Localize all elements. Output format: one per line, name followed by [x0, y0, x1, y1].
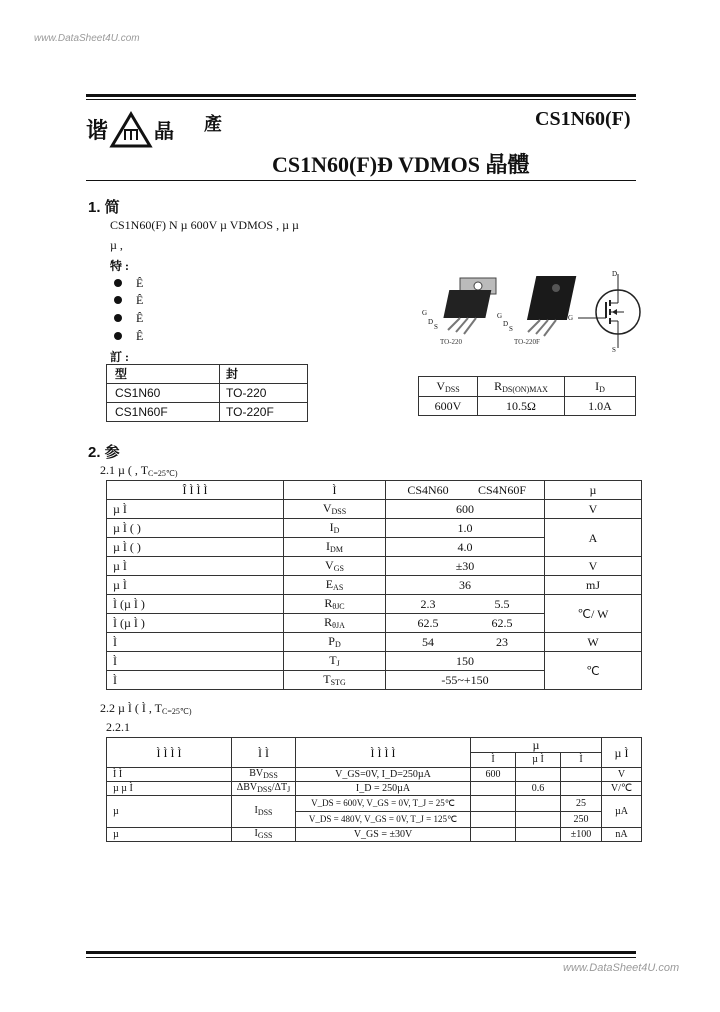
elec-symbol-tail: /ΔT — [271, 782, 288, 793]
rating-value: -55~+150 — [386, 671, 545, 690]
watermark-top: www.DataSheet4U.com — [34, 33, 140, 44]
pin-label-d: D — [612, 270, 618, 278]
doc-label: 產 — [204, 114, 222, 134]
order-header-package: 封 — [220, 365, 308, 384]
elec-header-condition: Ì Ì Ì Ì — [296, 738, 471, 768]
rating-symbol — [284, 557, 386, 576]
ratings-header: Î Ì Ì Ì — [107, 481, 284, 500]
rating-symbol-main: I — [329, 520, 334, 534]
rating-value: 4.0 — [386, 538, 545, 557]
order-cell: CS1N60F — [107, 403, 220, 422]
elec-symbol-sub: DSS — [263, 771, 278, 780]
sub21-heading-text: 2.1 µ ( , T — [100, 463, 149, 477]
section2-heading: 2. 参 — [88, 444, 120, 461]
elec-header-value: µ — [471, 738, 602, 753]
sub22-heading-text: 2.2 µ Ì ( Ì , T — [100, 701, 163, 715]
rating-value-pair — [386, 633, 545, 652]
sub21-heading — [100, 463, 178, 478]
feature-item: Ê — [136, 276, 144, 290]
elec-unit: nA — [602, 828, 642, 842]
company-logo — [86, 108, 176, 150]
pin-label-g: G — [568, 314, 574, 322]
rating-unit: V — [545, 500, 642, 519]
package-label-to220f: TO-220F — [514, 338, 540, 346]
section1-heading: 1. 简 — [88, 199, 120, 216]
header-rule-thick — [86, 94, 636, 97]
title-rule — [86, 180, 636, 181]
rating-param: Ì — [107, 633, 284, 652]
elec-symbol-tail-sub: J — [287, 785, 291, 794]
rating-unit: W — [545, 633, 642, 652]
watermark-bottom: www.DataSheet4U.com — [563, 962, 680, 974]
logo-mark-icon — [86, 108, 176, 150]
rating-symbol-main: R — [324, 596, 333, 610]
elec-unit: V — [602, 768, 642, 782]
rating-param: µ Ì — [107, 576, 284, 595]
elec-header-typ: µ Ì — [516, 753, 561, 768]
rating-symbol-main: P — [328, 634, 335, 648]
rating-symbol — [284, 538, 386, 557]
rating-param: Ì — [107, 671, 284, 690]
elec-symbol-main: ΔBV — [236, 782, 258, 793]
elec-symbol — [232, 782, 296, 796]
elec-condition: I_D = 250µA — [296, 782, 471, 796]
summary-value: 600V — [419, 397, 478, 416]
order-header-type: 型 — [107, 365, 220, 384]
rating-symbol-sub: GS — [333, 564, 344, 573]
rating-unit: ℃/ W — [545, 595, 642, 633]
rating-symbol-main: I — [326, 539, 331, 553]
ratings-header — [386, 481, 545, 500]
ratings-header: µ — [545, 481, 642, 500]
order-cell: CS1N60 — [107, 384, 220, 403]
feature-item: Ê — [136, 293, 144, 307]
summary-value: 1.0A — [565, 397, 636, 416]
elec-min — [471, 812, 516, 828]
rating-value: 36 — [386, 576, 545, 595]
elec-param: µ — [107, 828, 232, 842]
rating-symbol — [284, 595, 386, 614]
rating-value: ±30 — [386, 557, 545, 576]
header-part-number: CS1N60(F) — [535, 108, 631, 130]
rating-param: µ Ì — [107, 557, 284, 576]
elec-condition: V_GS=0V, I_D=250µA — [296, 768, 471, 782]
elec-header-min: Ì — [471, 753, 516, 768]
rating-param: Ì (µ Ì ) — [107, 595, 284, 614]
pin-label-s: S — [509, 325, 513, 333]
summary-header-id: $I_D$ — [565, 377, 636, 397]
rating-symbol-sub: STG — [330, 678, 346, 687]
rating-value: 1.0 — [386, 519, 545, 538]
sub221-heading: 2.2.1 — [106, 720, 130, 734]
rating-value: 62.5 — [417, 616, 439, 630]
footer-rule-thick — [86, 951, 636, 954]
rating-param: µ Ì — [107, 500, 284, 519]
rating-value-pair — [386, 614, 545, 633]
rating-unit: mJ — [545, 576, 642, 595]
sub22-heading-tail: C=25℃) — [162, 707, 192, 716]
ratings-header-cs4n60f: CS4N60F — [477, 483, 527, 497]
elec-header-max: Ì — [561, 753, 602, 768]
elec-symbol-main: I — [254, 828, 258, 839]
rating-symbol-sub: DM — [330, 545, 343, 554]
rating-symbol — [284, 614, 386, 633]
elec-symbol-sub: DSS — [257, 808, 273, 817]
section1-desc-line2: µ , — [110, 238, 123, 252]
elec-param: µ µ Ì — [107, 782, 232, 796]
rating-value-pair — [386, 595, 545, 614]
rating-symbol-main: V — [325, 558, 334, 572]
absolute-ratings-table — [106, 480, 642, 690]
package-label-to220: TO-220 — [440, 338, 463, 346]
elec-max — [561, 768, 602, 782]
rating-param: µ Ì ( ) — [107, 538, 284, 557]
elec-header-param: Ì Ì Ì Ì — [107, 738, 232, 768]
elec-min: 600 — [471, 768, 516, 782]
rating-unit: A — [545, 519, 642, 557]
rating-symbol — [284, 652, 386, 671]
page-title: CS1N60(F)Ð VDMOS 晶體 — [272, 152, 530, 177]
summary-value: 10.5Ω — [478, 397, 565, 416]
rating-symbol — [284, 576, 386, 595]
features-heading: 特 : — [110, 259, 129, 273]
pin-label-d: D — [503, 320, 509, 328]
feature-item: Ê — [136, 311, 144, 325]
pin-label-g: G — [497, 312, 503, 320]
rating-symbol — [284, 633, 386, 652]
pin-label-s: S — [434, 323, 438, 331]
rating-symbol-sub: D — [333, 526, 340, 535]
elec-symbol — [232, 828, 296, 842]
rating-value: 54 — [422, 635, 434, 649]
logo-glyph-left: 谐 — [86, 119, 109, 144]
elec-min — [471, 796, 516, 812]
order-table — [106, 364, 308, 422]
rating-symbol-main: E — [325, 577, 334, 591]
elec-typ: 0.6 — [516, 782, 561, 796]
rating-symbol-main: R — [324, 615, 333, 629]
electrical-characteristics-table — [106, 737, 642, 842]
elec-condition: V_GS = ±30V — [296, 828, 471, 842]
ratings-header: Ì — [284, 481, 386, 500]
rating-symbol-sub: θJA — [332, 621, 345, 630]
elec-typ — [516, 812, 561, 828]
feature-bullet-icon — [114, 332, 122, 340]
order-cell: TO-220 — [220, 384, 308, 403]
rating-symbol-main: V — [322, 501, 332, 515]
rating-value: 150 — [386, 652, 545, 671]
elec-symbol-main: BV — [249, 768, 264, 779]
rating-symbol-sub: J — [336, 659, 340, 668]
elec-typ — [516, 768, 561, 782]
elec-param: µ — [107, 796, 232, 828]
summary-header-rds: $R_{DS(ON)MAX}$ — [478, 377, 565, 397]
logo-glyph-right: 晶 — [154, 119, 174, 143]
elec-max: ±100 — [561, 828, 602, 842]
sub21-heading-tail: C=25℃) — [148, 469, 178, 478]
feature-bullet-icon — [114, 279, 122, 287]
footer-rule-thin — [86, 957, 636, 958]
elec-min — [471, 828, 516, 842]
rating-value: 62.5 — [491, 616, 513, 630]
section1-desc-line1: CS1N60(F) N µ 600V µ VDMOS , µ µ — [110, 218, 299, 232]
rating-symbol — [284, 500, 386, 519]
rating-symbol-sub: θJC — [332, 602, 345, 611]
elec-symbol-main: I — [254, 805, 258, 816]
order-heading: 訂 : — [110, 350, 129, 364]
elec-min — [471, 782, 516, 796]
header-rule-thin — [86, 99, 636, 100]
summary-header-vdss: $V_{DSS}$ — [419, 377, 478, 397]
feature-bullet-icon — [114, 314, 122, 322]
elec-symbol-sub: DSS — [257, 785, 272, 794]
pin-label-g: G — [422, 309, 428, 317]
feature-bullet-icon — [114, 296, 122, 304]
elec-unit: µA — [602, 796, 642, 828]
sub22-heading — [100, 701, 192, 716]
pin-label-s: S — [612, 346, 616, 354]
rating-value: 5.5 — [494, 597, 510, 611]
elec-max: 25 — [561, 796, 602, 812]
elec-condition: V_DS = 600V, V_GS = 0V, T_J = 25℃ — [296, 796, 471, 812]
elec-symbol-sub: GSS — [257, 831, 273, 840]
rating-symbol-main: T — [323, 672, 331, 686]
rating-symbol-sub: DSS — [331, 507, 347, 516]
elec-header-symbol: Ì Ì — [232, 738, 296, 768]
pin-label-d: D — [428, 318, 434, 326]
elec-param: Ì Ì — [107, 768, 232, 782]
rating-symbol-main: T — [329, 653, 337, 667]
rating-value: 2.3 — [420, 597, 436, 611]
elec-typ — [516, 796, 561, 812]
rating-symbol-sub: AS — [333, 583, 344, 592]
rating-symbol — [284, 519, 386, 538]
elec-max — [561, 782, 602, 796]
ratings-header-cs4n60: CS4N60 — [407, 483, 449, 497]
rating-unit: V — [545, 557, 642, 576]
elec-unit: V/℃ — [602, 782, 642, 796]
summary-table — [418, 376, 636, 416]
rating-value: 600 — [386, 500, 545, 519]
order-cell: TO-220F — [220, 403, 308, 422]
rating-param: µ Ì ( ) — [107, 519, 284, 538]
rating-param: Ì — [107, 652, 284, 671]
rating-value: 23 — [496, 635, 508, 649]
elec-header-unit: µ Ì — [602, 738, 642, 768]
elec-symbol — [232, 768, 296, 782]
rating-param: Ì (µ Ì ) — [107, 614, 284, 633]
elec-symbol — [232, 796, 296, 828]
rating-unit: ℃ — [545, 652, 642, 690]
elec-max: 250 — [561, 812, 602, 828]
rating-symbol-sub: D — [334, 640, 341, 649]
elec-typ — [516, 828, 561, 842]
elec-condition: V_DS = 480V, V_GS = 0V, T_J = 125℃ — [296, 812, 471, 828]
rating-symbol — [284, 671, 386, 690]
feature-item: Ê — [136, 329, 144, 343]
